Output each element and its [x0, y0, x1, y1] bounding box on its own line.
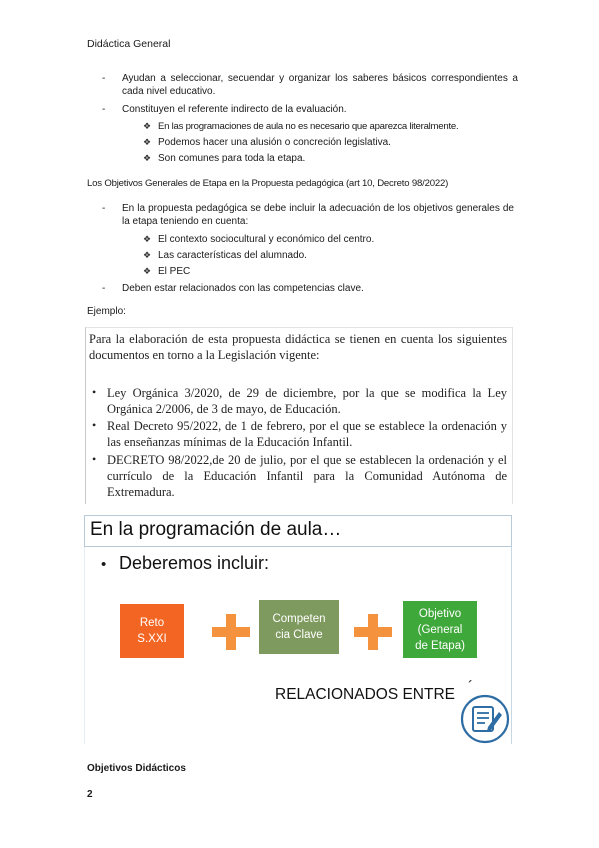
- list-item-evaluation: Constituyen el referente indirecto de la evaluación.: [122, 104, 347, 115]
- bullet-dot: •: [92, 418, 97, 432]
- section2-heading: Objetivos Didácticos: [87, 763, 186, 774]
- reto-box: Reto S.XXI: [120, 604, 184, 658]
- page-header: Didáctica General: [87, 38, 171, 50]
- list-dash: -: [102, 73, 106, 84]
- edit-document-icon[interactable]: [459, 694, 513, 744]
- example-item: Real Decreto 95/2022, de 1 de febrero, por el que se establece la ordenación y las enseñanzas mínimas de la Educación Infantil.: [107, 419, 507, 449]
- diamond-bullet-icon: ❖: [143, 153, 152, 163]
- list-dash: -: [102, 283, 106, 294]
- slide-bullet-dot: •: [101, 556, 107, 573]
- example-item: DECRETO 98/2022,de 20 de julio, por el que se establecen la ordenación y el currículo de la Educación Infantil para la Comunidad Autónoma de Extremadura.: [107, 453, 507, 499]
- diamond-bullet-icon: ❖: [143, 234, 152, 244]
- slide-bullet-text: Deberemos incluir:: [119, 553, 270, 573]
- section-heading: Los Objetivos Generales de Etapa en la Propuesta pedagógica (art 10, Decreto 98/2022): [87, 178, 449, 189]
- bullet-dot: •: [92, 385, 97, 399]
- relacionados-text: RELACIONADOS ENTRE: [275, 686, 456, 703]
- plus-icon: [354, 614, 392, 650]
- sublist-item: En las programaciones de aula no es necesario que aparezca literalmente.: [158, 121, 459, 132]
- accent-mark: ´: [468, 678, 473, 695]
- example-label: Ejemplo:: [87, 306, 126, 317]
- competencia-box: Competen cia Clave: [259, 600, 339, 654]
- example-intro: Para la elaboración de esta propuesta didáctica se tienen en cuenta los siguientes documentos en torno a la Legislación vigente:: [89, 332, 507, 362]
- plus-icon: [212, 614, 250, 650]
- example-item: Ley Orgánica 3/2020, de 29 de diciembre, por la que se modifica la Ley Orgánica 2/2006, de 3 de mayo, de Educación.: [107, 386, 507, 416]
- slide-title-box: [84, 515, 512, 547]
- sublist-item: El PEC: [158, 266, 191, 277]
- sublist-item: Las características del alumnado.: [158, 250, 307, 261]
- sublist-item: Podemos hacer una alusión o concreción legislativa.: [158, 137, 391, 148]
- slide-title: En la programación de aula…: [90, 519, 342, 540]
- list-item-competencias: Deben estar relacionados con las competencias clave.: [122, 283, 364, 294]
- diamond-bullet-icon: ❖: [143, 250, 152, 260]
- page-number: 2: [87, 789, 93, 800]
- bullet-dot: •: [92, 452, 97, 466]
- list-item-adecuacion: En la propuesta pedagógica se debe incluir la adecuación de los objetivos generales de la etapa teniendo en cuenta:: [122, 203, 514, 227]
- sublist-item: El contexto sociocultural y económico del centro.: [158, 234, 375, 245]
- list-dash: -: [102, 104, 106, 115]
- diamond-bullet-icon: ❖: [143, 121, 152, 131]
- diamond-bullet-icon: ❖: [143, 266, 152, 276]
- sublist-item: Son comunes para toda la etapa.: [158, 153, 306, 164]
- list-item-selection: Ayudan a seleccionar, secuendar y organizar los saberes básicos correspondientes a cada nivel educativo.: [122, 73, 518, 97]
- diamond-bullet-icon: ❖: [143, 137, 152, 147]
- example-box: [85, 327, 513, 504]
- objetivo-box: Objetivo (General de Etapa): [403, 601, 477, 658]
- list-dash: -: [102, 203, 106, 214]
